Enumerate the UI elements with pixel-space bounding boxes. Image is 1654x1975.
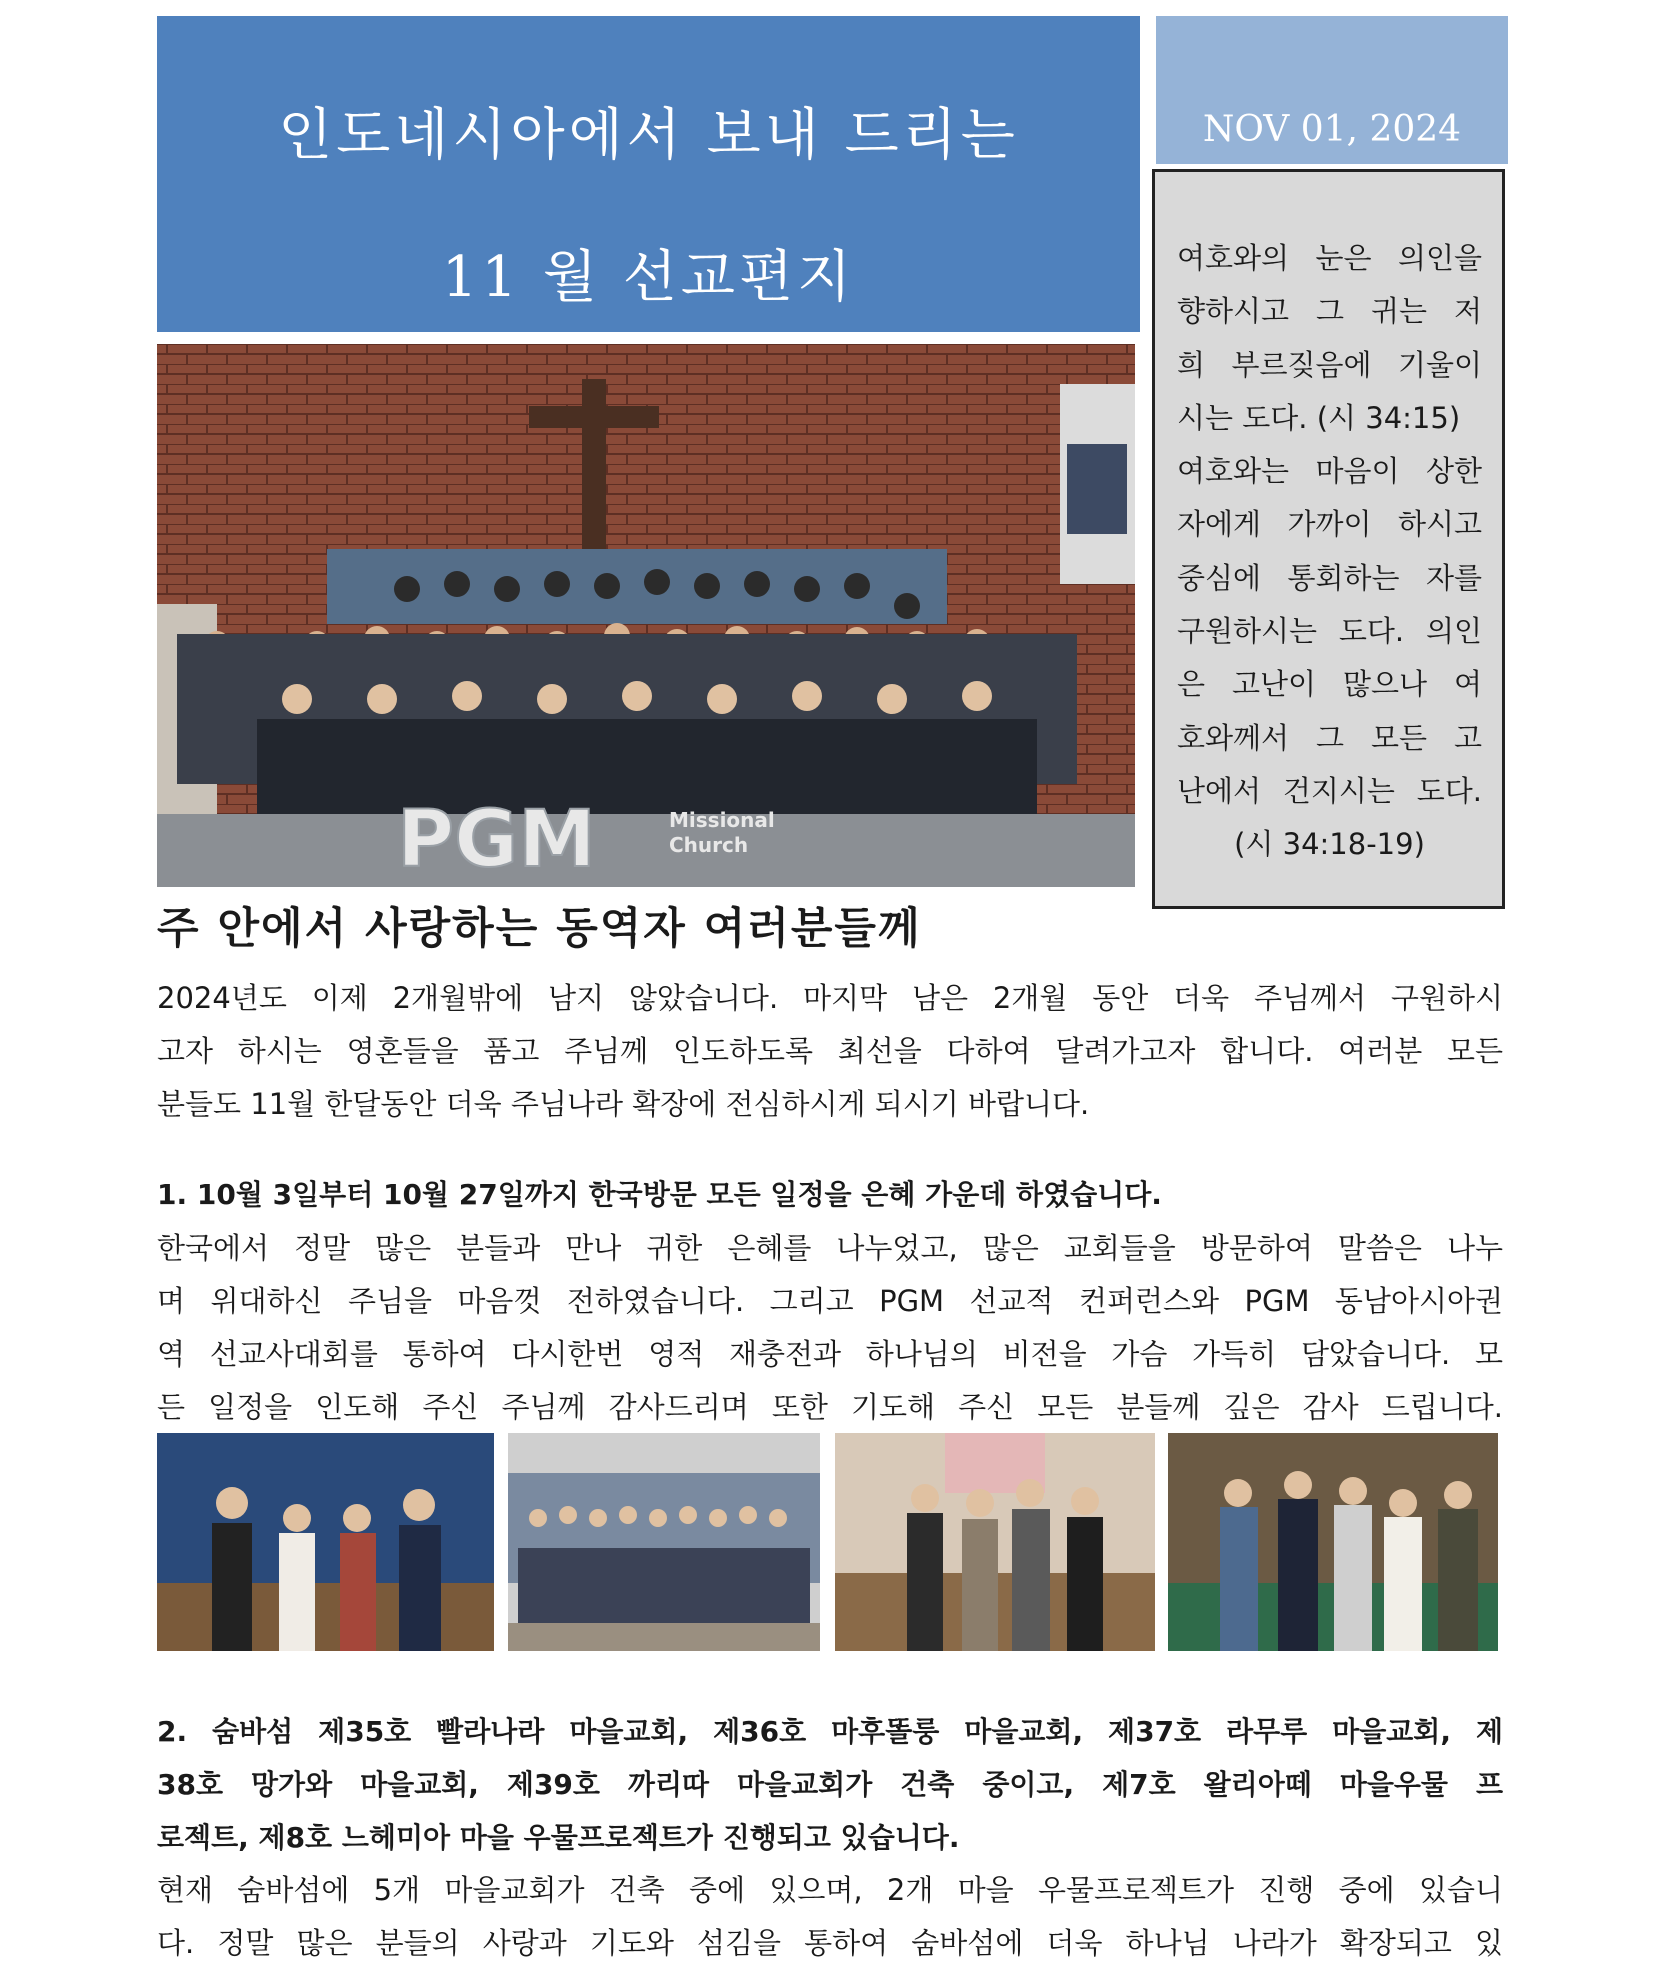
photo-illustration <box>1168 1433 1498 1651</box>
paragraph-line: 현재 숨바섬에 5개 마을교회가 건축 중에 있으며, 2개 마을 우물프로젝트가 진행 중에 있습니 <box>157 1873 1503 1907</box>
section-2-heading <box>157 1705 1503 1864</box>
section-heading-line: 로젝트, 제8호 느헤미아 마을 우물프로젝트가 진행되고 있습니다. <box>157 1821 960 1854</box>
section-heading-line: 38호 망가와 마을교회, 제39호 까리따 마을교회가 건축 중이고, 제7호 왈리아떼 마을우물 프 <box>157 1768 1503 1801</box>
pgm-logo-sub: Missional <box>669 808 775 832</box>
scripture-box <box>1152 169 1505 909</box>
photo-thumbnail <box>157 1433 494 1651</box>
pgm-logo-sub: Church <box>669 833 749 857</box>
scripture-line: 향하시고 그 귀는 저 <box>1177 294 1482 329</box>
photo-thumbnail <box>508 1433 820 1651</box>
scripture-line: 여호와의 눈은 의인을 <box>1177 241 1482 275</box>
scripture-line: 은 고난이 많으나 여 <box>1177 667 1482 702</box>
date-box <box>1156 16 1508 164</box>
paragraph-line: 분들도 11월 한달동안 더욱 주님나라 확장에 전심하시게 되시기 바랍니다. <box>157 1087 1090 1121</box>
photo-illustration <box>835 1433 1155 1651</box>
group-photo-illustration <box>157 344 1135 887</box>
paragraph-line: 역 선교사대회를 통하여 다시한번 영적 재충전과 하나님의 비전을 가슴 가득히 담았습니다. 모 <box>157 1337 1503 1371</box>
scripture-reference: (시 34:18-19) <box>1234 827 1425 862</box>
scripture-line: 여호와는 마음이 상한 <box>1177 454 1482 489</box>
section-1-body <box>157 1222 1503 1434</box>
paragraph-line: 2024년도 이제 2개월밖에 남지 않았습니다. 마지막 남은 2개월 동안 더욱 주님께서 구원하시 <box>157 981 1503 1015</box>
section-2-body <box>157 1864 1503 1970</box>
paragraph-line: 든 일정을 인도해 주신 주님께 감사드리며 또한 기도해 주신 모든 분들께 깊은 감사 드립니다. <box>157 1390 1503 1424</box>
photo-thumbnail <box>1168 1433 1498 1651</box>
title-banner <box>157 16 1140 332</box>
section-heading-line: 1. 10월 3일부터 10월 27일까지 한국방문 모든 일정을 은혜 가운데 하였습니다. <box>157 1178 1162 1211</box>
scripture-line: 시는 도다. (시 34:15) <box>1177 400 1461 435</box>
scripture-line: 희 부르짖음에 기울이 <box>1177 347 1482 382</box>
paragraph-line: 고자 하시는 영혼들을 품고 주님께 인도하도록 최선을 다하여 달려가고자 합니다. 여러분 모든 <box>157 1034 1503 1068</box>
section-1-heading <box>157 1168 1503 1221</box>
scripture-line: 난에서 건지시는 도다. <box>1177 773 1482 808</box>
pgm-logo: PGM <box>397 795 596 885</box>
photo-illustration <box>508 1433 820 1651</box>
paragraph-line: 다. 정말 많은 분들의 사랑과 기도와 섬김을 통하여 숨바섬에 더욱 하나님 나라가 확장되고 있 <box>157 1926 1503 1960</box>
scripture-line: 자에게 가까이 하시고 <box>1177 507 1482 542</box>
title-line-2: 11 월 선교편지 <box>441 245 856 310</box>
scripture-line: 호와께서 그 모든 고 <box>1177 720 1482 755</box>
photo-illustration <box>157 1433 494 1651</box>
title-line-1: 인도네시아에서 보내 드리는 <box>278 103 1019 168</box>
photo-thumbnail <box>835 1433 1155 1651</box>
scripture-line: 중심에 통회하는 자를 <box>1177 560 1482 595</box>
group-photo <box>157 344 1135 887</box>
paragraph-line: 며 위대하신 주님을 마음껏 전하였습니다. 그리고 PGM 선교적 컨퍼런스와 PGM 동남아시아권 <box>157 1284 1503 1318</box>
scripture-line: 구원하시는 도다. 의인 <box>1177 614 1482 649</box>
newsletter-date: NOV 01, 2024 <box>1202 109 1462 150</box>
section-heading-line: 2. 숨바섬 제35호 빨라나라 마을교회, 제36호 마후똘룽 마을교회, 제37호 라무루 마을교회, 제 <box>157 1715 1503 1748</box>
greeting-heading: 주 안에서 사랑하는 동역자 여러분들께 <box>157 904 922 954</box>
intro-paragraph <box>157 972 1503 1131</box>
paragraph-line: 한국에서 정말 많은 분들과 만나 귀한 은혜를 나누었고, 많은 교회들을 방문하여 말씀은 나누 <box>157 1231 1503 1265</box>
